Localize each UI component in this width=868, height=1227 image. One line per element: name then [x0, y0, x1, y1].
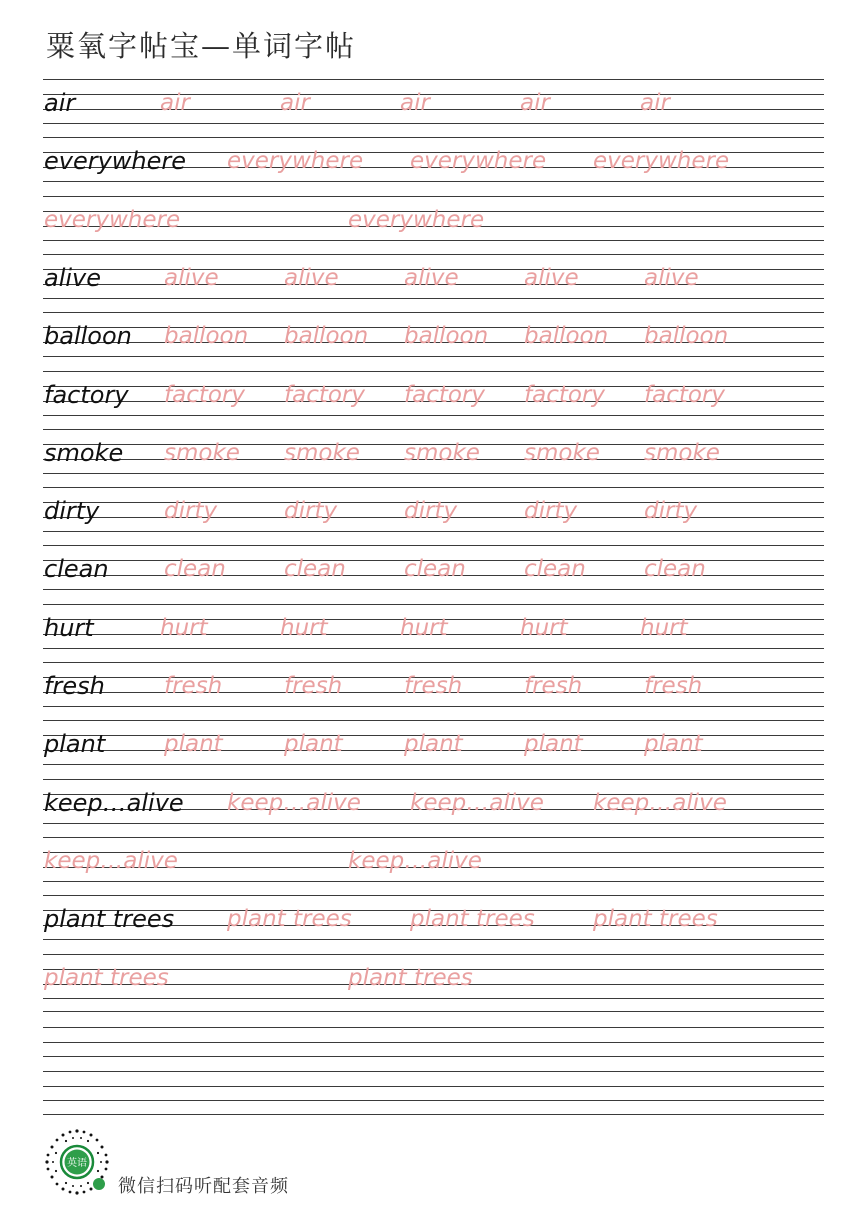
writing-rule-line	[43, 312, 824, 313]
writing-rule-line	[43, 1071, 824, 1072]
writing-rule-line	[43, 998, 824, 999]
writing-rule-line	[43, 1056, 824, 1057]
model-word: dirty	[44, 497, 100, 526]
trace-word: dirty	[644, 498, 698, 525]
writing-rule-line	[43, 1100, 824, 1101]
trace-word: fresh	[164, 673, 223, 699]
writing-rule-line	[43, 473, 824, 474]
trace-word: clean	[644, 556, 706, 583]
writing-rule-line	[43, 254, 824, 255]
model-word: fresh	[44, 672, 105, 700]
trace-word: factory	[284, 381, 365, 408]
trace-word: fresh	[644, 673, 703, 699]
writing-rule-line	[43, 137, 824, 138]
writing-rule-line	[43, 531, 824, 532]
writing-rule-line	[43, 823, 824, 824]
writing-rule-line	[43, 487, 824, 488]
writing-rule-line	[43, 79, 824, 80]
trace-word: smoke	[524, 439, 600, 466]
writing-rule-line	[43, 356, 824, 357]
qr-code-icon	[42, 1127, 112, 1197]
writing-rule-line	[43, 881, 824, 882]
trace-word: keep…alive	[348, 847, 482, 874]
trace-word: balloon	[524, 323, 609, 350]
trace-word: alive	[284, 264, 339, 291]
trace-word: plant trees	[410, 906, 535, 933]
writing-rule-line	[43, 1027, 824, 1028]
trace-word: plant	[164, 731, 223, 758]
writing-rule-line	[43, 123, 824, 124]
trace-word: hurt	[520, 614, 568, 641]
writing-rule-line	[43, 954, 824, 955]
writing-rule-line	[43, 371, 824, 372]
trace-word: dirty	[284, 498, 338, 525]
trace-word: plant	[644, 731, 703, 758]
trace-word: hurt	[280, 614, 328, 641]
trace-word: everywhere	[227, 148, 364, 175]
trace-word: factory	[644, 381, 725, 408]
trace-word: balloon	[164, 323, 249, 350]
trace-word: clean	[404, 556, 466, 583]
writing-rule-line	[43, 720, 824, 721]
trace-word: plant	[524, 731, 583, 758]
writing-rule-line	[43, 415, 824, 416]
trace-word: fresh	[284, 673, 343, 699]
trace-word: smoke	[644, 439, 720, 466]
trace-word: factory	[164, 381, 245, 408]
writing-rule-line	[43, 764, 824, 765]
trace-word: plant trees	[227, 906, 352, 933]
writing-rule-line	[43, 1086, 824, 1087]
writing-rule-line	[43, 604, 824, 605]
trace-word: clean	[524, 556, 586, 583]
writing-rule-line	[43, 240, 824, 241]
trace-word: alive	[524, 264, 579, 291]
trace-word: fresh	[404, 673, 463, 699]
trace-word: dirty	[524, 498, 578, 525]
writing-rule-line	[43, 895, 824, 896]
trace-word: factory	[524, 381, 605, 408]
trace-word: keep…alive	[593, 789, 727, 816]
trace-word: balloon	[404, 323, 489, 350]
writing-rule-line	[43, 196, 824, 197]
trace-word: everywhere	[348, 206, 485, 233]
trace-word: keep…alive	[227, 789, 361, 816]
model-word: keep…alive	[44, 788, 184, 817]
trace-word: plant	[404, 731, 463, 758]
trace-word: dirty	[164, 498, 218, 525]
trace-word: everywhere	[410, 148, 547, 175]
trace-word: smoke	[404, 439, 480, 466]
trace-word: plant trees	[44, 964, 169, 991]
writing-rule-line	[43, 1011, 824, 1012]
trace-word: hurt	[160, 614, 208, 641]
trace-word: alive	[644, 264, 699, 291]
writing-rule-line	[43, 939, 824, 940]
model-word: alive	[44, 263, 102, 292]
model-word: plant trees	[44, 905, 175, 934]
model-word: hurt	[44, 613, 94, 642]
trace-word: balloon	[284, 323, 369, 350]
model-word: factory	[44, 380, 129, 409]
model-word: clean	[44, 555, 109, 584]
trace-word: smoke	[164, 439, 240, 466]
model-word: smoke	[44, 438, 124, 467]
writing-rule-line	[43, 662, 824, 663]
writing-rule-line	[43, 589, 824, 590]
trace-word: smoke	[284, 439, 360, 466]
writing-rule-line	[43, 648, 824, 649]
trace-word: air	[160, 90, 190, 116]
writing-rule-line	[43, 837, 824, 838]
model-word: everywhere	[44, 147, 187, 176]
page-title: 粟氧字帖宝—单词字帖	[46, 29, 357, 63]
trace-word: keep…alive	[410, 789, 544, 816]
writing-rule-line	[43, 779, 824, 780]
trace-word: air	[520, 90, 550, 116]
trace-word: balloon	[644, 323, 729, 350]
qr-badge-label: 英语	[67, 1158, 87, 1169]
writing-rule-line	[43, 545, 824, 546]
trace-word: air	[400, 90, 430, 116]
writing-rule-line	[43, 706, 824, 707]
trace-word: plant trees	[348, 964, 473, 991]
trace-word: clean	[164, 556, 226, 583]
model-word: plant	[44, 730, 106, 759]
model-word: balloon	[44, 322, 132, 351]
writing-rule-line	[43, 1042, 824, 1043]
trace-word: everywhere	[44, 206, 181, 233]
model-word: air	[44, 89, 76, 117]
writing-rule-line	[43, 429, 824, 430]
trace-word: plant	[284, 731, 343, 758]
trace-word: hurt	[640, 614, 688, 641]
writing-rule-line	[43, 1114, 824, 1115]
trace-word: air	[280, 90, 310, 116]
trace-word: alive	[164, 264, 219, 291]
trace-word: everywhere	[593, 148, 730, 175]
writing-rule-line	[43, 181, 824, 182]
writing-rule-line	[43, 298, 824, 299]
trace-word: air	[640, 90, 670, 116]
trace-word: dirty	[404, 498, 458, 525]
trace-word: hurt	[400, 614, 448, 641]
trace-word: fresh	[524, 673, 583, 699]
trace-word: plant trees	[593, 906, 718, 933]
scan-instruction: 微信扫码听配套音频	[118, 1176, 289, 1197]
trace-word: factory	[404, 381, 485, 408]
trace-word: keep…alive	[44, 847, 178, 874]
trace-word: clean	[284, 556, 346, 583]
trace-word: alive	[404, 264, 459, 291]
